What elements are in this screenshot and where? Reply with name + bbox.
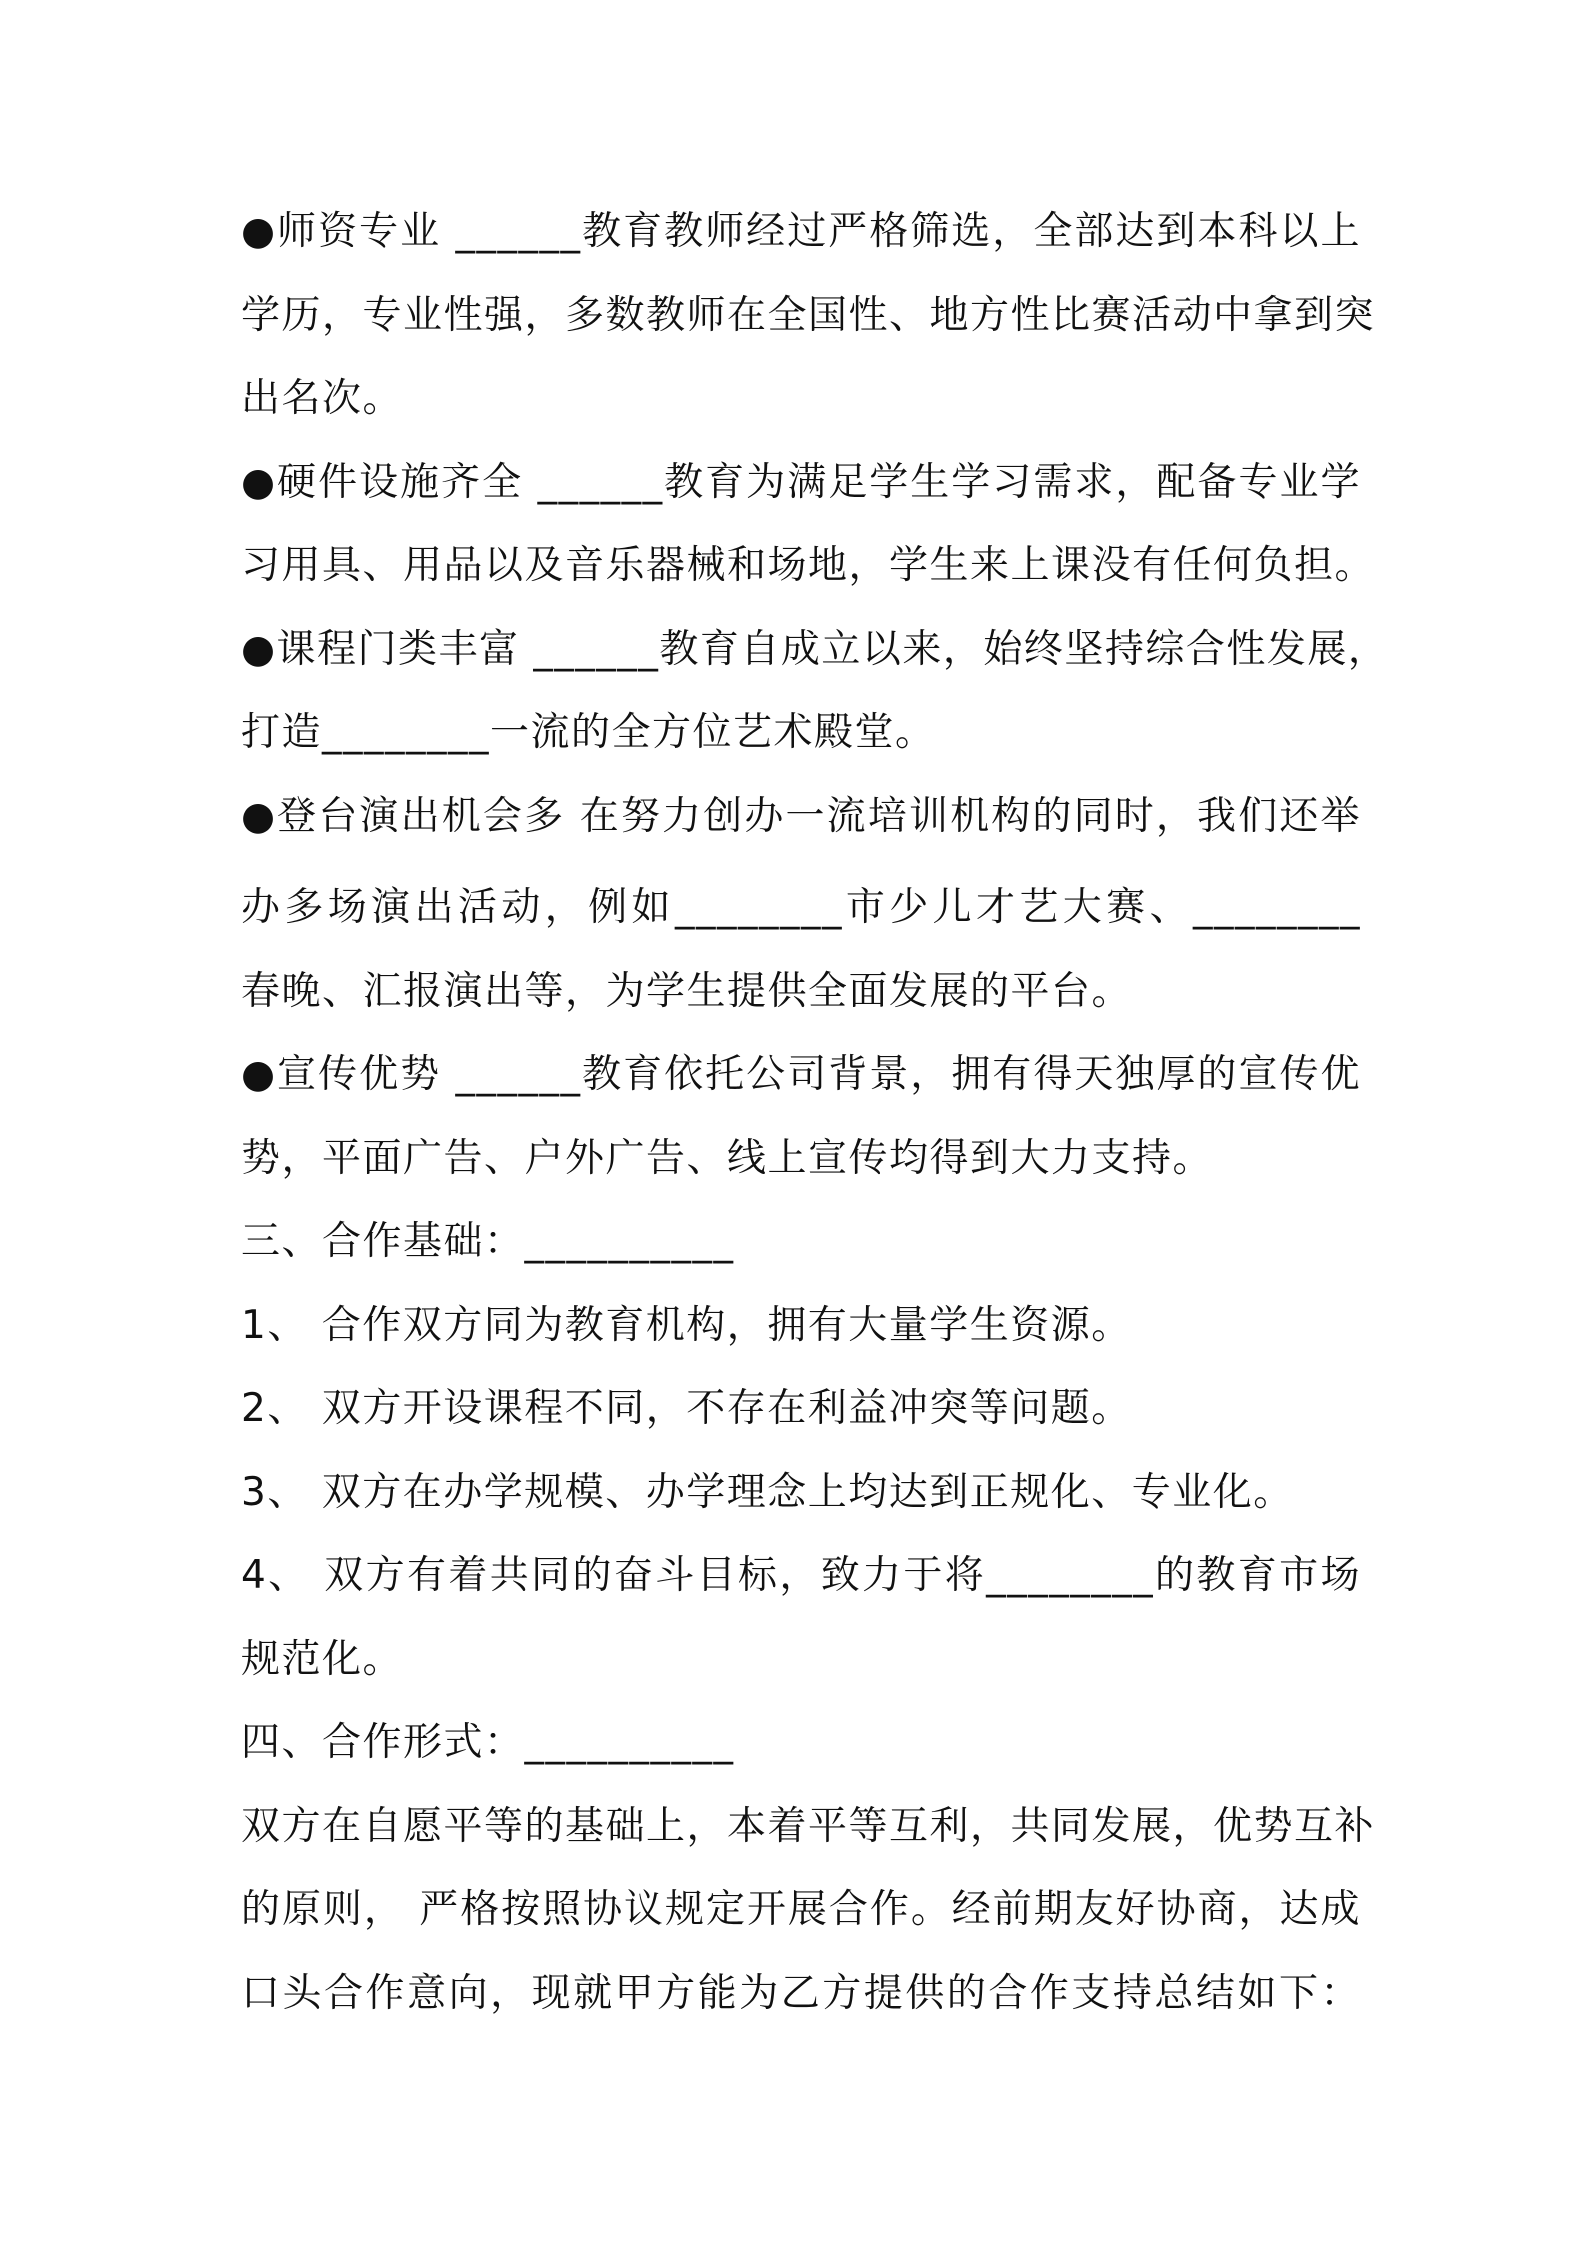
list-item-basis-4-line-1: 4、 双方有着共同的奋斗目标，致力于将________的教育市场 [241,1553,1361,1598]
list-item-basis-4-line-2: 规范化。 [241,1636,404,1682]
text-line-form-3: 口头合作意向，现就甲方能为乙方提供的合作支持总结如下： [241,1970,1361,2016]
text-line-publicity-2: 势，平面广告、户外广告、线上宣传均得到大力支持。 [241,1135,1214,1181]
text-line-teachers-3: 出名次。 [241,376,404,421]
text-line-form-1: 双方在自愿平等的基础上，本着平等互利，共同发展，优势互补 [241,1803,1376,1849]
text-line-performance-2: 办多场演出活动，例如________市少儿才艺大赛、________ [241,885,1361,930]
text-line-performance-3: 春晚、汇报演出等，为学生提供全面发展的平台。 [241,968,1133,1014]
text-line-courses-1: ●课程门类丰富 ______教育自成立以来，始终坚持综合性发展， [241,626,1389,672]
section-heading-cooperation-basis: 三、合作基础：__________ [241,1219,735,1264]
text-line-teachers-1: ●师资专业 ______教育教师经过严格筛选，全部达到本科以上 [241,209,1361,254]
text-line-teachers-2: 学历，专业性强，多数教师在全国性、地方性比赛活动中拿到突 [241,292,1376,338]
list-item-basis-2: 2、 双方开设课程不同，不存在利益冲突等问题。 [241,1386,1132,1431]
section-heading-cooperation-form: 四、合作形式：__________ [241,1720,735,1765]
text-line-courses-2: 打造________一流的全方位艺术殿堂。 [241,710,936,755]
text-line-facilities-2: 习用具、用品以及音乐器械和场地，学生来上课没有任何负担。 [241,543,1376,588]
text-line-performance-1: ●登台演出机会多 在努力创办一流培训机构的同时，我们还举 [241,793,1361,839]
list-item-basis-1: 1、 合作双方同为教育机构，拥有大量学生资源。 [241,1302,1132,1348]
list-item-basis-3: 3、 双方在办学规模、办学理念上均达到正规化、专业化。 [241,1469,1294,1515]
document-body [241,190,1389,2035]
text-line-form-2: 的原则， 严格按照协议规定开展合作。经前期友好协商，达成 [241,1887,1361,1932]
text-line-publicity-1: ●宣传优势 ______教育依托公司背景，拥有得天独厚的宣传优 [241,1052,1361,1097]
text-line-facilities-1: ●硬件设施齐全 ______教育为满足学生学习需求，配备专业学 [241,459,1361,505]
